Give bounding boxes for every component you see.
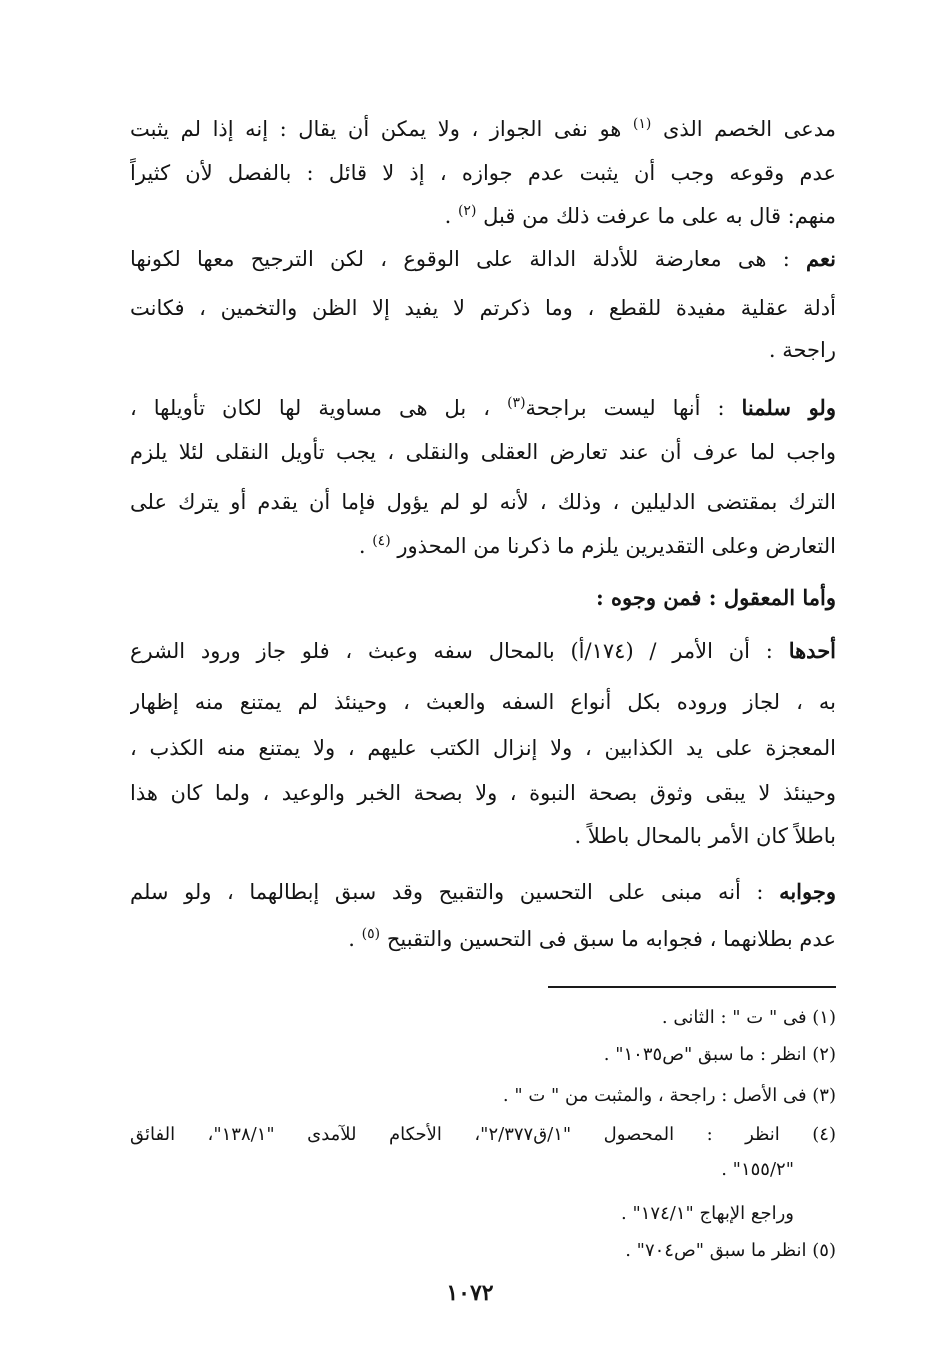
page-number: ١٠٧٢ (446, 1280, 494, 1306)
text-run: : أن الأمر / (١٧٤/أ) بالمحال سفه وعبث ، فلو جاز ورود الشرع (130, 639, 773, 663)
text-run: : أنه مبنى على التحسين والتقبيح وقد سبق إبطالهما ، ولو سلم (130, 880, 764, 904)
text-run: منهم: قال به على ما عرفت ذلك من قبل (483, 204, 836, 228)
paragraph-1-line-2: عدم وقوعه وجب أن يثبت عدم جوازه ، إذ لا قائل : بالفصل لأن كثيراً (130, 161, 836, 185)
paragraph-3-line-4 (130, 531, 836, 563)
text-run: . (444, 204, 452, 228)
text-run: : أنها ليست براجحة (525, 396, 725, 420)
paragraph-4-line-5: باطلاً كان الأمر بالمحال باطلاً . (574, 824, 836, 848)
text-run: ، بل هى مساوية لها لكان تأويلها ، (130, 396, 491, 420)
footnote-ref-4[interactable]: (٤) (372, 533, 391, 549)
paragraph-4-line-2: به ، لجاز وروده بكل أنواع السفه والعبث ، وحينئذ لم يمتنع منه إظهار (130, 690, 836, 714)
text-run: عدم بطلانهما ، فجوابه ما سبق فى التحسين والتقبيح (386, 927, 836, 951)
paragraph-2-line-3: راجحة . (768, 338, 836, 362)
footnote-4-line-3: وراجع الإبهاج "١٧٤/١" . (621, 1203, 794, 1224)
footnote-ref-2[interactable]: (٢) (457, 203, 477, 219)
bold-lead: وجوابه (779, 879, 836, 904)
text-run: : هى معارضة للأدلة الدالة على الوقوع ، لكن الترجيح معها لكونها (130, 247, 790, 271)
text-run: . (348, 927, 355, 951)
paragraph-4-line-4: وحينئذ لا يبقى وثوق بصحة النبوة ، ولا بصحة الخبر والوعيد ، ولما كان هذا (130, 781, 836, 805)
text-run: مدعى الخصم الذى (662, 117, 836, 141)
text-run: . (358, 534, 366, 558)
bold-lead: ولو سلمنا (741, 395, 836, 420)
bold-lead: نعم (806, 246, 836, 271)
paragraph-1-line-3 (130, 201, 836, 233)
footnote-5: (٥) انظر ما سبق "ص٧٠٤" . (625, 1240, 836, 1261)
footnote-2: (٢) انظر : ما سبق "ص١٠٣٥" . (603, 1044, 836, 1065)
footnote-4-line-1: (٤) انظر : المحصول "١/ق٢/٣٧٧"، الأحكام للآمدى "١٣٨/١"، الفائق (130, 1124, 836, 1145)
paragraph-5-line-2 (130, 924, 836, 956)
paragraph-2-line-2: أدلة عقلية مفيدة للقطع ، وما ذكرتم لا يفيد إلا الظن والتخمين ، فكانت (130, 296, 836, 320)
text-run: هو نفى الجواز ، ولا يمكن أن يقال : إنه إذا لم يثبت (130, 117, 622, 141)
text-run: التعارض وعلى التقديرين يلزم ما ذكرنا من المحذور (397, 534, 836, 558)
paragraph-4-line-3: المعجزة على يد الكذابين ، ولا إنزال الكتب عليهم ، ولا يمتنع منه الكذب ، (130, 736, 836, 760)
paragraph-3-line-3: الترك بمقتضى الدليلين ، وذلك ، لأنه لو لم يؤول فإما أن يقدم أو يترك على (130, 490, 836, 514)
bold-lead: أحدها (788, 638, 836, 663)
paragraph-2-line-1 (130, 244, 836, 276)
footnote-1: (١) فى " ت " : الثانى . (661, 1007, 836, 1028)
footnote-ref-5[interactable]: (٥) (361, 926, 381, 942)
footnote-3: (٣) فى الأصل : راجحة ، والمثبت من " ت " . (502, 1085, 836, 1106)
paragraph-1-line-1 (130, 114, 836, 146)
footnote-4-line-2: "١٥٥/٢" . (721, 1159, 794, 1180)
paragraph-3-line-1 (130, 393, 836, 425)
paragraph-4-line-1 (130, 636, 836, 668)
section-heading: وأما المعقول : فمن وجوه : (595, 585, 836, 610)
footnote-separator (548, 986, 836, 988)
paragraph-3-line-2: واجب لما عرف أن عند تعارض العقلى والنقلى ، يجب تأويل النقلى لئلا يلزم (130, 440, 836, 464)
footnote-ref-1[interactable]: (١) (632, 116, 652, 132)
footnote-ref-3[interactable]: (٣) (507, 395, 526, 411)
paragraph-5-line-1 (130, 877, 836, 909)
